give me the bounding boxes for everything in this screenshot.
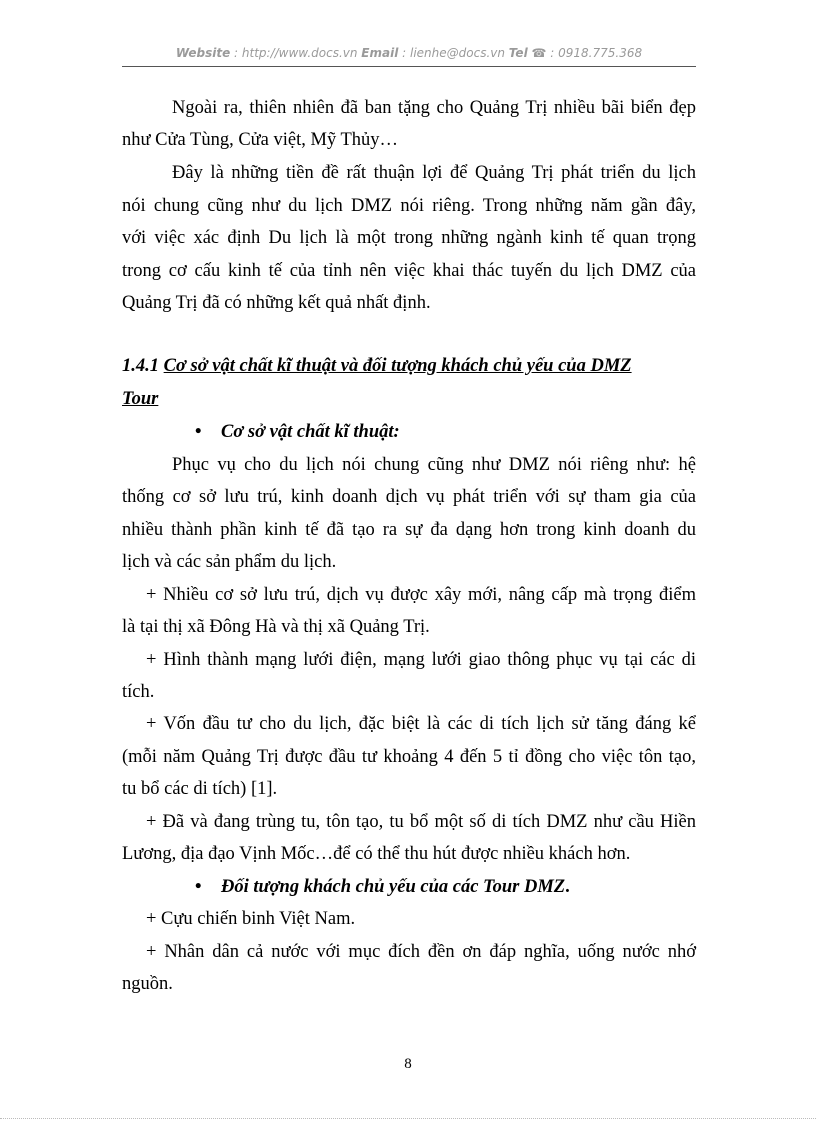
page-header	[122, 46, 696, 60]
email-label: Email	[361, 46, 399, 60]
paragraph-line: nói chung cũng như du lịch DMZ nói riêng. Trong những năm gần đây,	[122, 196, 696, 216]
section-title-cont: Tour	[122, 389, 159, 409]
paragraph-line: với việc xác định Du lịch là một trong những ngành kinh tế quan trọng	[122, 228, 696, 248]
paragraph-line: Lương, địa đạo Vịnh Mốc…để có thể thu hút được nhiều khách hơn.	[122, 844, 631, 864]
email-value: : lienhe@docs.vn	[398, 46, 509, 60]
section-title: Cơ sở vật chất kĩ thuật và đối tượng khách chủ yếu của DMZ	[163, 356, 632, 376]
website-label: Website	[175, 46, 231, 60]
bullet-text: Cơ sở vật chất kĩ thuật:	[221, 422, 400, 442]
paragraph-line: là tại thị xã Đông Hà và thị xã Quảng Trị.	[122, 617, 430, 637]
section-heading	[122, 350, 696, 383]
bullet-text: Đối tượng khách chủ yếu của các Tour DMZ	[221, 877, 566, 897]
bullet-icon: •	[195, 422, 202, 442]
paragraph-line: + Nhân dân cả nước với mục đích đền ơn đáp nghĩa, uống nước nhớ	[146, 942, 696, 962]
bullet-heading	[195, 871, 570, 904]
bullet-icon: •	[195, 877, 202, 897]
header-divider	[122, 66, 696, 67]
section-number: 1.4.1	[122, 356, 159, 376]
page-number: 8	[404, 1056, 412, 1072]
paragraph-line: tích.	[122, 682, 155, 702]
paragraph-line: + Nhiều cơ sở lưu trú, dịch vụ được xây mới, nâng cấp mà trọng điểm	[146, 585, 696, 605]
bullet-period: .	[565, 877, 570, 897]
section-heading-cont	[122, 383, 696, 416]
paragraph-line: lịch và các sản phẩm du lịch.	[122, 552, 337, 572]
paragraph-line: nhiều thành phần kinh tế đã tạo ra sự đa dạng hơn trong kinh doanh du	[122, 520, 696, 540]
paragraph-line: (mỗi năm Quảng Trị được đầu tư khoảng 4 đến 5 tỉ đồng cho việc tôn tạo,	[122, 747, 696, 767]
paragraph-line: như Cửa Tùng, Cửa việt, Mỹ Thủy…	[122, 130, 399, 150]
paragraph-line: + Hình thành mạng lưới điện, mạng lưới giao thông phục vụ tại các di	[146, 650, 696, 670]
page-bottom-border	[0, 1118, 816, 1119]
paragraph-line: tu bổ các di tích) [1].	[122, 779, 278, 799]
paragraph-line: + Đã và đang trùng tu, tôn tạo, tu bổ một số di tích DMZ như cầu Hiền	[146, 812, 696, 832]
tel-label: Tel	[508, 46, 528, 60]
paragraph-line: + Vốn đầu tư cho du lịch, đặc biệt là các di tích lịch sử tăng đáng kể	[146, 714, 696, 734]
paragraph-line: nguồn.	[122, 974, 173, 994]
paragraph-line: Ngoài ra, thiên nhiên đã ban tặng cho Quảng Trị nhiều bãi biển đẹp	[172, 98, 696, 118]
paragraph-line: trong cơ cấu kinh tế của tỉnh nên việc khai thác tuyến du lịch DMZ của	[122, 261, 696, 281]
paragraph-line: + Cựu chiến binh Việt Nam.	[146, 909, 356, 929]
tel-value: ☎ : 0918.775.368	[527, 46, 643, 60]
paragraph-line: Đây là những tiền đề rất thuận lợi để Quảng Trị phát triển du lịch	[172, 163, 696, 183]
website-value: : http://www.docs.vn	[230, 46, 362, 60]
paragraph-line: Phục vụ cho du lịch nói chung cũng như DMZ nói riêng như: hệ	[172, 455, 696, 475]
paragraph-line: Quảng Trị đã có những kết quả nhất định.	[122, 293, 431, 313]
bullet-heading	[195, 416, 400, 449]
paragraph-line: thống cơ sở lưu trú, kinh doanh dịch vụ phát triển với sự tham gia của	[122, 487, 696, 507]
